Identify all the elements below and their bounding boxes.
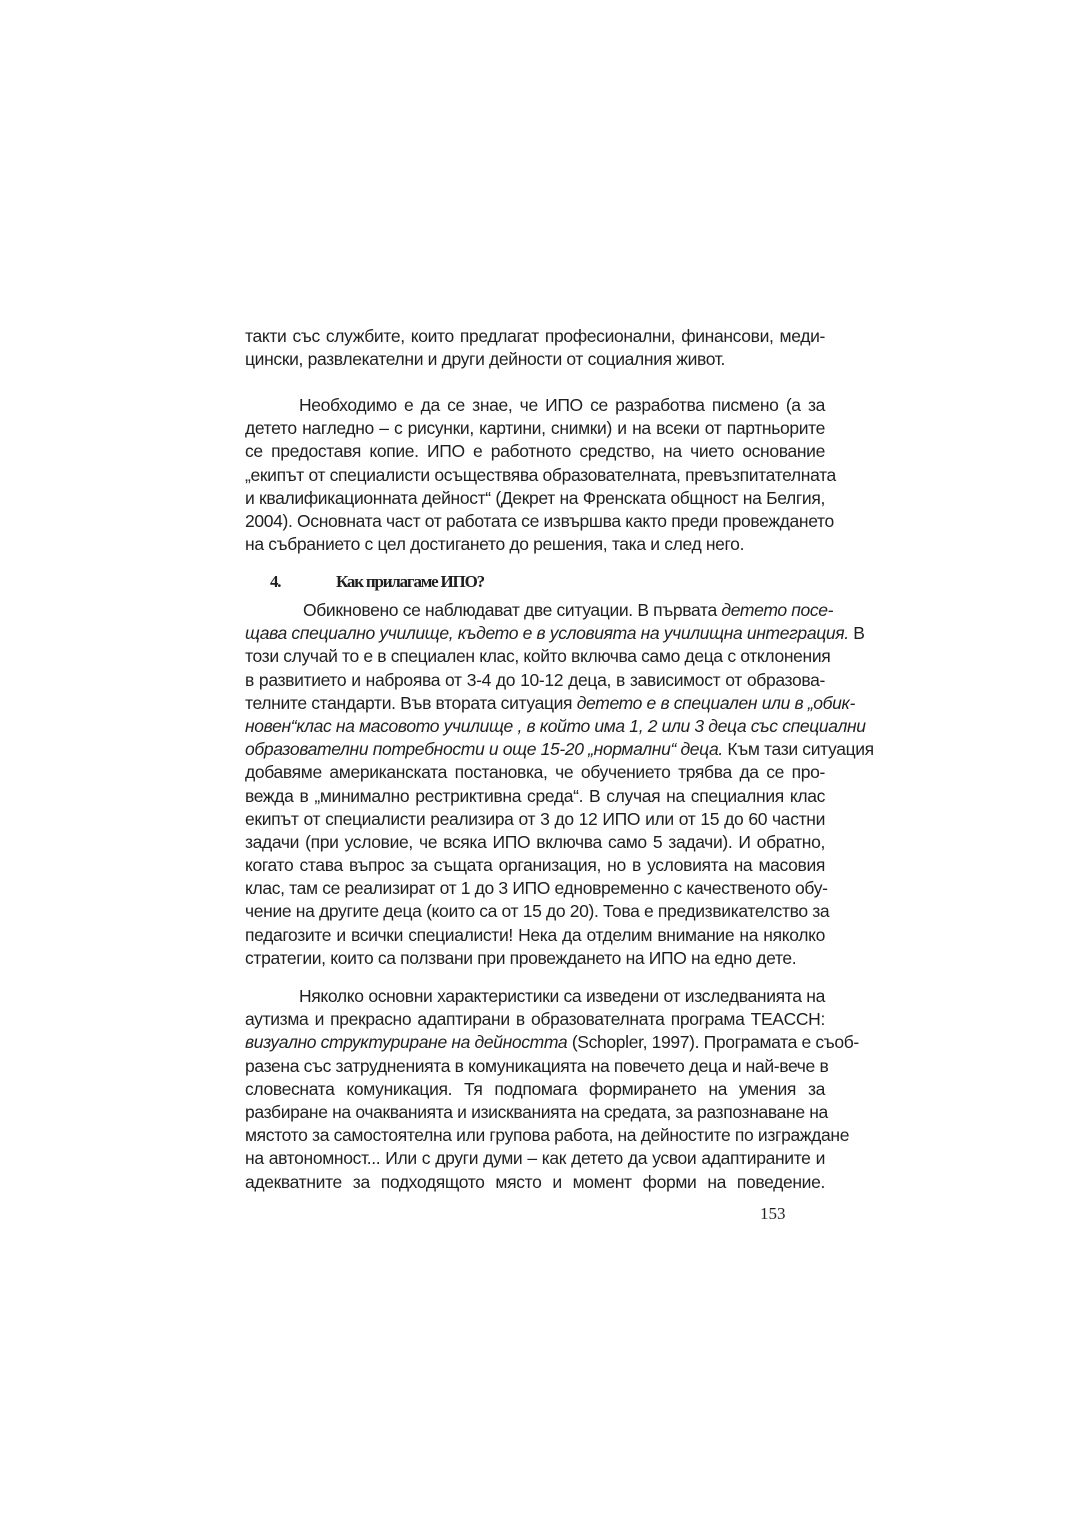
text-line: 2004). Основната част от работата се извършва както преди провеждането: [245, 510, 834, 531]
text-line: и квалификационната дейност“ (Декрет на Френската общност на Белгия,: [245, 487, 825, 508]
page-number: 153: [760, 1204, 786, 1223]
text-line: такти със службите, които предлагат професионални, финансови, меди-: [245, 326, 825, 346]
text-line: словесната комуникация. Тя подпомага формирането на умения за: [245, 1078, 825, 1099]
text-line: разена със затрудненията в комуникацията на повечето деца и най-вече в: [245, 1055, 829, 1076]
text-line: стратегии, които са ползвани при провеждането на ИПО на едно дете.: [245, 947, 797, 968]
text-line: Няколко основни характеристики са изведени от изследванията на: [299, 986, 825, 1006]
text-line: детето нагледно – с рисунки, картини, снимки) и на всеки от партньорите: [245, 418, 825, 439]
section-heading: [270, 572, 484, 592]
text-line: добавяме американската постановка, че обучението трябва да се про-: [245, 762, 825, 783]
text-line: образователни потребности и още 15-20 „нормални“ деца. Към тази ситуация: [245, 739, 874, 760]
text-line: щава специално училище, където е в условията на училищна интеграция. В: [245, 623, 865, 644]
text-line: когато става въпрос за същата организация, но в условията на масовия: [245, 855, 825, 876]
text-line: аутизма и прекрасно адаптирани в образователната програма TEACCH:: [245, 1009, 825, 1030]
text-line: телните стандарти. Във втората ситуация детето е в специален или в „обик-: [245, 692, 855, 713]
section-number: 4.: [270, 572, 281, 591]
text-line: задачи (при условие, че всяка ИПО включва само 5 задачи). И обратно,: [245, 831, 825, 852]
text-line: този случай то е в специален клас, който включва само деца с отклонения: [245, 646, 831, 667]
text-line: клас, там се реализират от 1 до 3 ИПО едновременно с качественото обу-: [245, 878, 828, 899]
section-title: Как прилагаме ИПО?: [336, 572, 484, 591]
text-line: цински, развлекателни и други дейности от социалния живот.: [245, 349, 726, 370]
text-line: се предоставя копие. ИПО е работното средство, на чието основание: [245, 441, 825, 462]
text-line: Обикновено се наблюдават две ситуации. В първата детето посе-: [303, 600, 834, 620]
paragraph-2: [245, 394, 836, 556]
text-line: вежда в „минимално рестриктивна среда“. В случая на специалния клас: [245, 785, 825, 806]
paragraph-3: [245, 599, 874, 970]
text-line: Необходимо е да се знае, че ИПО се разработва писмено (а за: [299, 395, 825, 415]
text-line: разбиране на очакванията и изискванията на средата, за разпознаване на: [245, 1101, 828, 1122]
text-line: чение на другите деца (които са от 15 до 20). Това е предизвикателство за: [245, 901, 830, 922]
text-line: визуално структуриране на дейността (Schopler, 1997). Програмата е съоб-: [245, 1032, 859, 1053]
text-line: екипът от специалисти реализира от 3 до 12 ИПО или от 15 до 60 частни: [245, 808, 825, 829]
text-line: педагозите и всички специалисти! Нека да отделим внимание на няколко: [245, 924, 825, 945]
text-line: новен“клас на масовото училище , в който има 1, 2 или 3 деца със специални: [245, 715, 866, 736]
text-line: в развитието и наброява от 3-4 до 10-12 деца, в зависимост от образова-: [245, 669, 825, 690]
paragraph-1: [245, 325, 825, 371]
text-line: „екипът от специалисти осъществява образователната, превъзпитателната: [245, 464, 836, 485]
text-line: адекватните за подходящото място и момент форми на поведение.: [245, 1171, 825, 1192]
text-line: на събранието с цел достигането до решения, така и след него.: [245, 534, 745, 555]
text-line: мястото за самостоятелна или групова работа, на дейностите по изграждане: [245, 1125, 850, 1146]
text-line: на автономност... Или с други думи – как детето да усвои адаптираните и: [245, 1148, 825, 1169]
paragraph-4: [245, 985, 859, 1194]
